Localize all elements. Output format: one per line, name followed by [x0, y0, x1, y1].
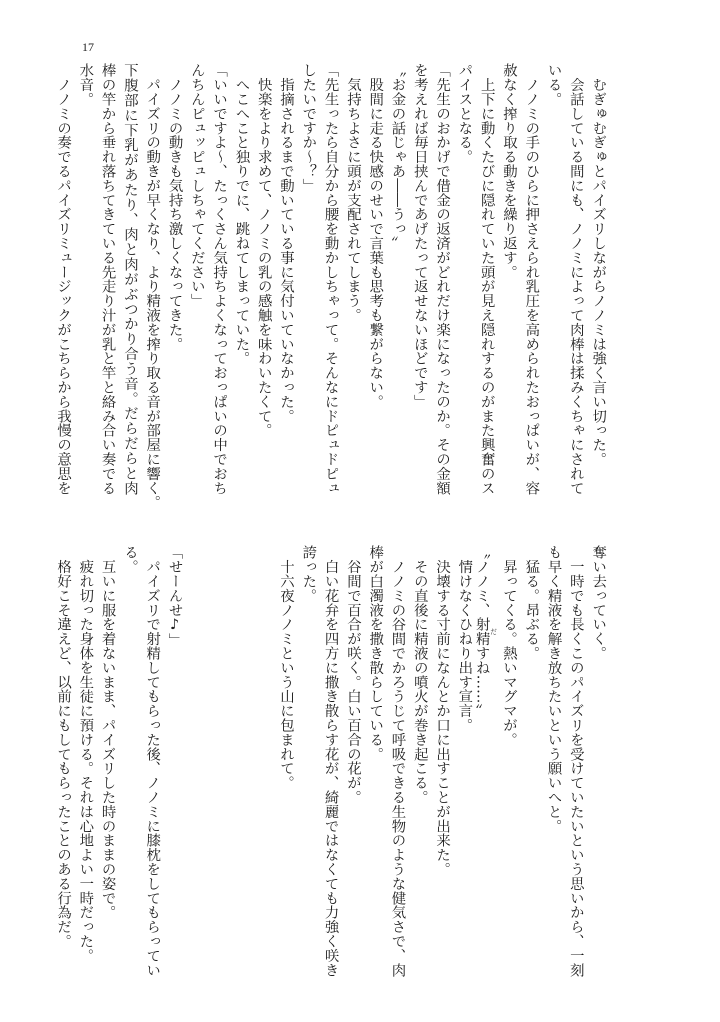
text-segment: 〝ノノミ、 [473, 545, 490, 617]
text-column: むぎゅむぎゅとパイズリしながらノノミは強く言い切った。 [590, 63, 607, 467]
scene-break-blank-column [186, 545, 208, 977]
scene-break-blank-column [230, 545, 252, 977]
text-column: その直後に精液の噴火が巻き起こる。 [411, 545, 428, 805]
text-column: 白い花弁を四方に撒き散らす花が、綺麗ではなくても力強く咲き [322, 545, 339, 977]
ruby-text: だ [489, 617, 498, 646]
text-column: パイズリで射精してもらった後、ノノミに膝枕をしてもらってい [144, 545, 161, 977]
text-column: ノノミの奏でるパイズリミュージックがこちらから我慢の意思を [55, 63, 72, 495]
text-column: 下腹部に下乳があたり、肉と肉がぶつかり合う音。だらだらと肉 [121, 63, 138, 495]
text-column: ノノミの動きも気持ち激しくなってきた。 [166, 63, 183, 351]
text-column: 〝お金の話じゃあ――うっ〟 [389, 63, 406, 251]
text-column: ノノミの谷間でかろうじて呼吸できる生物のような健気さで、肉 [389, 545, 406, 977]
text-column: いる。 [545, 63, 562, 107]
text-column: 上下に動くたびに隠れていた頭が見え隠れするのがまた興奮のス [478, 63, 495, 495]
text-segment: すね……〟 [473, 645, 490, 718]
text-column: 水音。 [77, 63, 94, 107]
text-column: る。 [121, 545, 138, 574]
text-column: 気持ちよさに頭が支配されてしまう。 [344, 63, 361, 323]
text-column: パイズリの動きが早くなり、より精液を搾り取る音が部屋に響く。 [144, 63, 161, 510]
text-column: 赦なく搾り取る動きを繰り返す。 [500, 63, 517, 279]
text-column: も早く精液を解き放ちたいという願いへと。 [545, 545, 562, 833]
scene-break-blank-column [208, 545, 230, 977]
text-column: 格好こそ違えど、以前にもしてもらったことのある行為だ。 [55, 545, 72, 949]
text-column: パイスとなる。 [456, 63, 473, 164]
text-column: へこへこと独りでに、跳ねてしまっていた。 [233, 63, 250, 366]
text-column: 快楽をより求めて、ノノミの乳の感触を味わいたくて。 [255, 63, 272, 438]
text-column: 会話している間にも、ノノミによって肉棒は揉みくちゃにされて [567, 63, 584, 495]
text-column: 棒の竿から垂れ落ちてきている先走り汁が乳と竿と絡み合い奏でる [99, 63, 116, 495]
text-column: したいですか～？」 [300, 63, 317, 193]
text-column: 棒が白濁液を撒き散らしている。 [367, 545, 384, 761]
scene-break-blank-column [252, 545, 274, 977]
text-column: 一時でも長くこのパイズリを受けていたいという思いから、一刻 [567, 545, 584, 977]
text-column: 猛る。昂ぶる。 [523, 545, 540, 661]
text-column: 「先生ったら自分から腰を動かしちゃって。そんなにドピュドピュ [322, 63, 339, 495]
text-column: 「せーんせ♪」 [166, 545, 183, 648]
text-column: 疲れ切った身体を生徒に預ける。それは心地よい一時だった。 [77, 545, 94, 963]
lower-text-block [52, 545, 610, 977]
text-column: 昇ってくる。熱いマグマが。 [500, 545, 517, 747]
text-column: 誇った。 [300, 545, 317, 603]
text-column: 「いいですよ～、たっくさん気持ちよくなっておっぱいの中でおち [211, 63, 228, 495]
text-column: を考えれば毎日挟んであげたって返せないほどです」 [411, 63, 428, 409]
text-column: 決壊する寸前になんとか口に出すことが出来た。 [434, 545, 451, 877]
text-column-with-ruby [475, 545, 497, 977]
page-number: 17 [82, 40, 94, 54]
text-column: 奪い去っていく。 [590, 545, 607, 661]
text-column: ノノミの手のひらに押さえられ乳圧を高められたおっぱいが、容 [523, 63, 540, 495]
text-column: 十六夜ノノミという山に包まれて。 [278, 545, 294, 790]
text-column: 股間に走る快感のせいで言葉も思考も繋がらない。 [367, 63, 384, 409]
upper-text-block [52, 63, 610, 510]
text-column: 情けなくひねり出す宣言。 [456, 545, 473, 733]
ruby-annotation [473, 617, 498, 646]
text-column: 「先生のおかげで借金の返済がどれだけ楽になったのか。その金額 [434, 63, 451, 495]
text-column: 互いに服を着ないまま、パイズリした時のままの姿で。 [99, 545, 116, 920]
text-column: 谷間で百合が咲く。白い百合の花が。 [344, 545, 361, 805]
text-column: 指摘されるまで動いている事に気付いていなかった。 [278, 63, 294, 423]
text-column: んちんピュッピュしちゃてください」 [188, 63, 205, 308]
ruby-base: 射精 [473, 617, 490, 646]
